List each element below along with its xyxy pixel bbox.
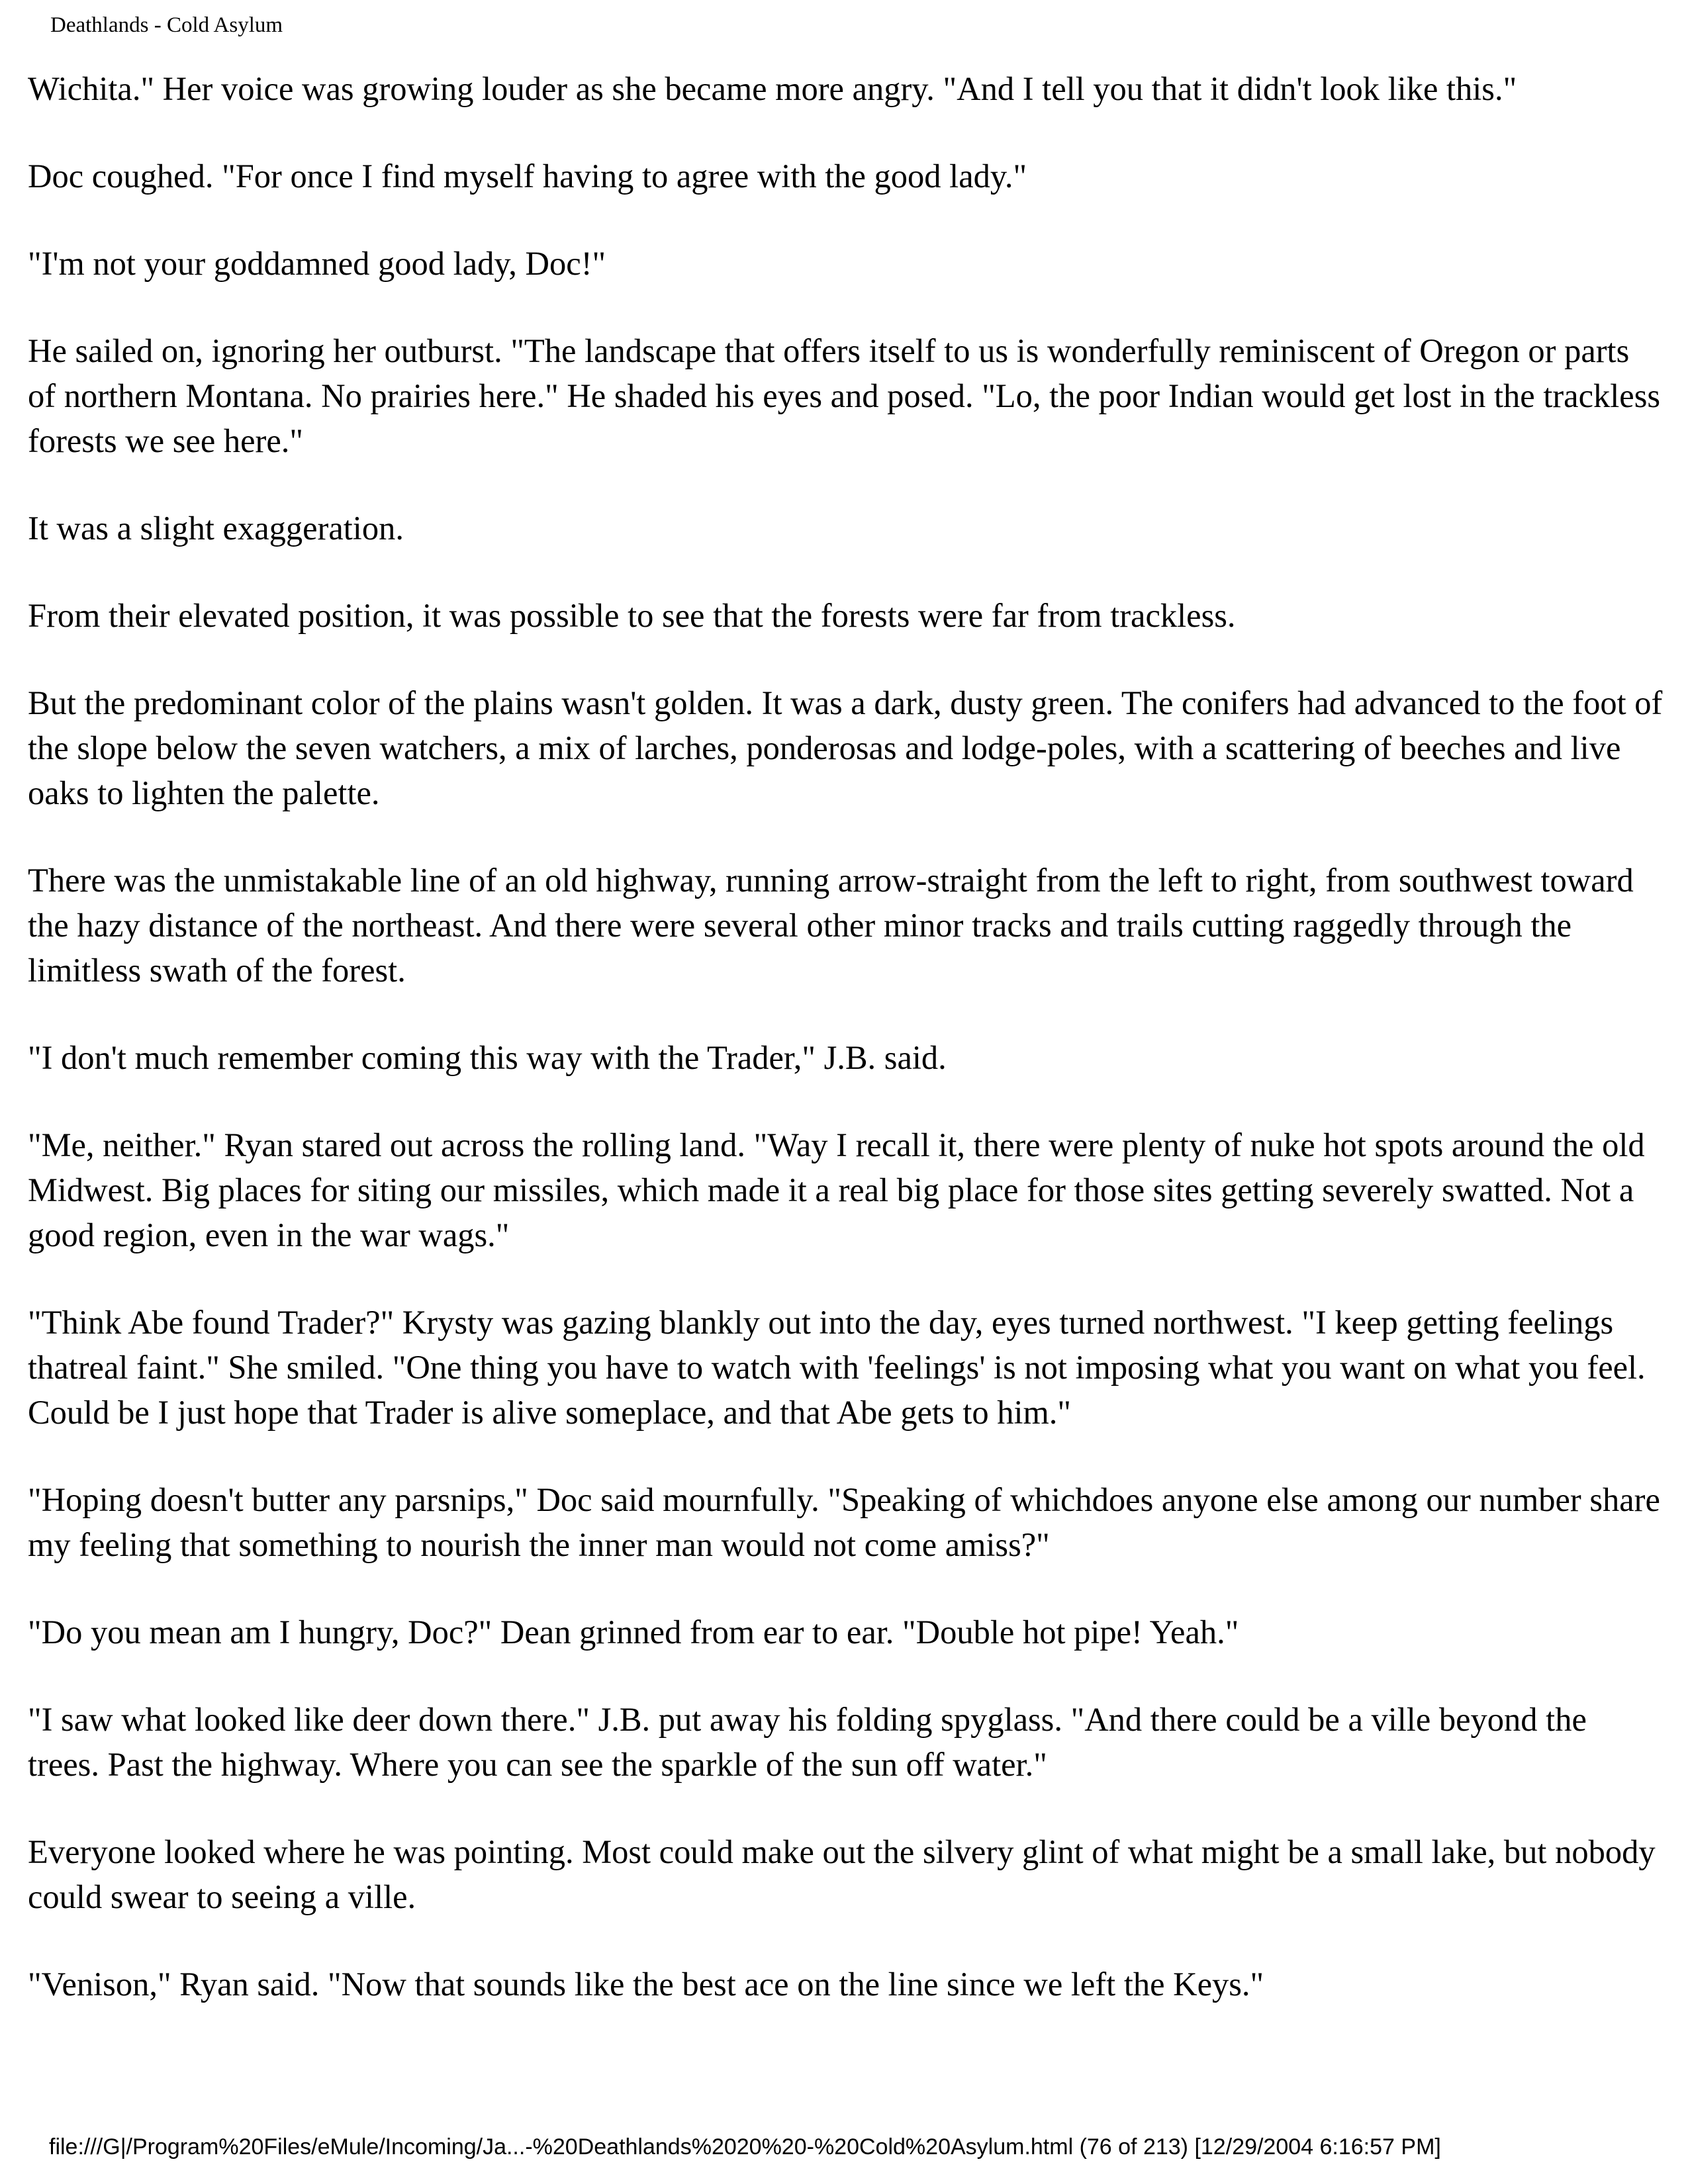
- paragraph: "Venison," Ryan said. "Now that sounds like the best ace on the line since we left the Keys.": [28, 1966, 1264, 2003]
- paragraph: "Me, neither." Ryan stared out across the rolling land. "Way I recall it, there were plenty of nuke hot spots around the old Midwest. Big places for siting our missiles, which made it a real big place for those sites getting severely swatted. Not a good region, even in the war wags.": [28, 1126, 1645, 1253]
- page-header-title: Deathlands - Cold Asylum: [50, 13, 283, 37]
- paragraph: From their elevated position, it was possible to see that the forests were far from trackless.: [28, 597, 1236, 634]
- paragraph: Wichita." Her voice was growing louder as she became more angry. "And I tell you that it didn't look like this.": [28, 70, 1517, 107]
- paragraph: There was the unmistakable line of an old highway, running arrow-straight from the left to right, from southwest toward the hazy distance of the northeast. And there were several other minor tracks and trails cutting raggedly through the limitless swath of the forest.: [28, 862, 1634, 989]
- document-body: [28, 66, 1663, 2007]
- paragraph: "Think Abe found Trader?" Krysty was gazing blankly out into the day, eyes turned northwest. "I keep getting feelings thatreal faint." She smiled. "One thing you have to watch with 'feelings' is not imposing what you want on what you feel. Could be I just hope that Trader is alive someplace, and that Abe gets to him.": [28, 1304, 1646, 1431]
- page-footer-file-path: file:///G|/Program%20Files/eMule/Incoming/Ja...-%20Deathlands%2020%20-%20Cold%20Asylum.html (76 of 213) [12/29/2004 6:16:57 PM]: [49, 2134, 1441, 2160]
- paragraph: "I saw what looked like deer down there." J.B. put away his folding spyglass. "And there could be a ville beyond the trees. Past the highway. Where you can see the sparkle of the sun off water.": [28, 1701, 1587, 1783]
- paragraph: "Hoping doesn't butter any parsnips," Doc said mournfully. "Speaking of whichdoes anyone else among our number share my feeling that something to nourish the inner man would not come amiss?": [28, 1481, 1660, 1563]
- paragraph: "Do you mean am I hungry, Doc?" Dean grinned from ear to ear. "Double hot pipe! Yeah.": [28, 1614, 1239, 1651]
- paragraph: "I'm not your goddamned good lady, Doc!": [28, 245, 606, 282]
- paragraph: It was a slight exaggeration.: [28, 510, 404, 547]
- paragraph: But the predominant color of the plains wasn't golden. It was a dark, dusty green. The conifers had advanced to the foot of the slope below the seven watchers, a mix of larches, ponderosas and lodge-poles, with a scattering of beeches and live oaks to lighten the palette.: [28, 684, 1663, 811]
- paragraph: He sailed on, ignoring her outburst. "The landscape that offers itself to us is wonderfully reminiscent of Oregon or parts of northern Montana. No prairies here." He shaded his eyes and posed. "Lo, the poor Indian would get lost in the trackless forests we see here.": [28, 332, 1660, 459]
- paragraph: "I don't much remember coming this way with the Trader," J.B. said.: [28, 1039, 947, 1076]
- paragraph: Everyone looked where he was pointing. Most could make out the silvery glint of what might be a small lake, but nobody could swear to seeing a ville.: [28, 1833, 1656, 1915]
- paragraph: Doc coughed. "For once I find myself having to agree with the good lady.": [28, 158, 1027, 195]
